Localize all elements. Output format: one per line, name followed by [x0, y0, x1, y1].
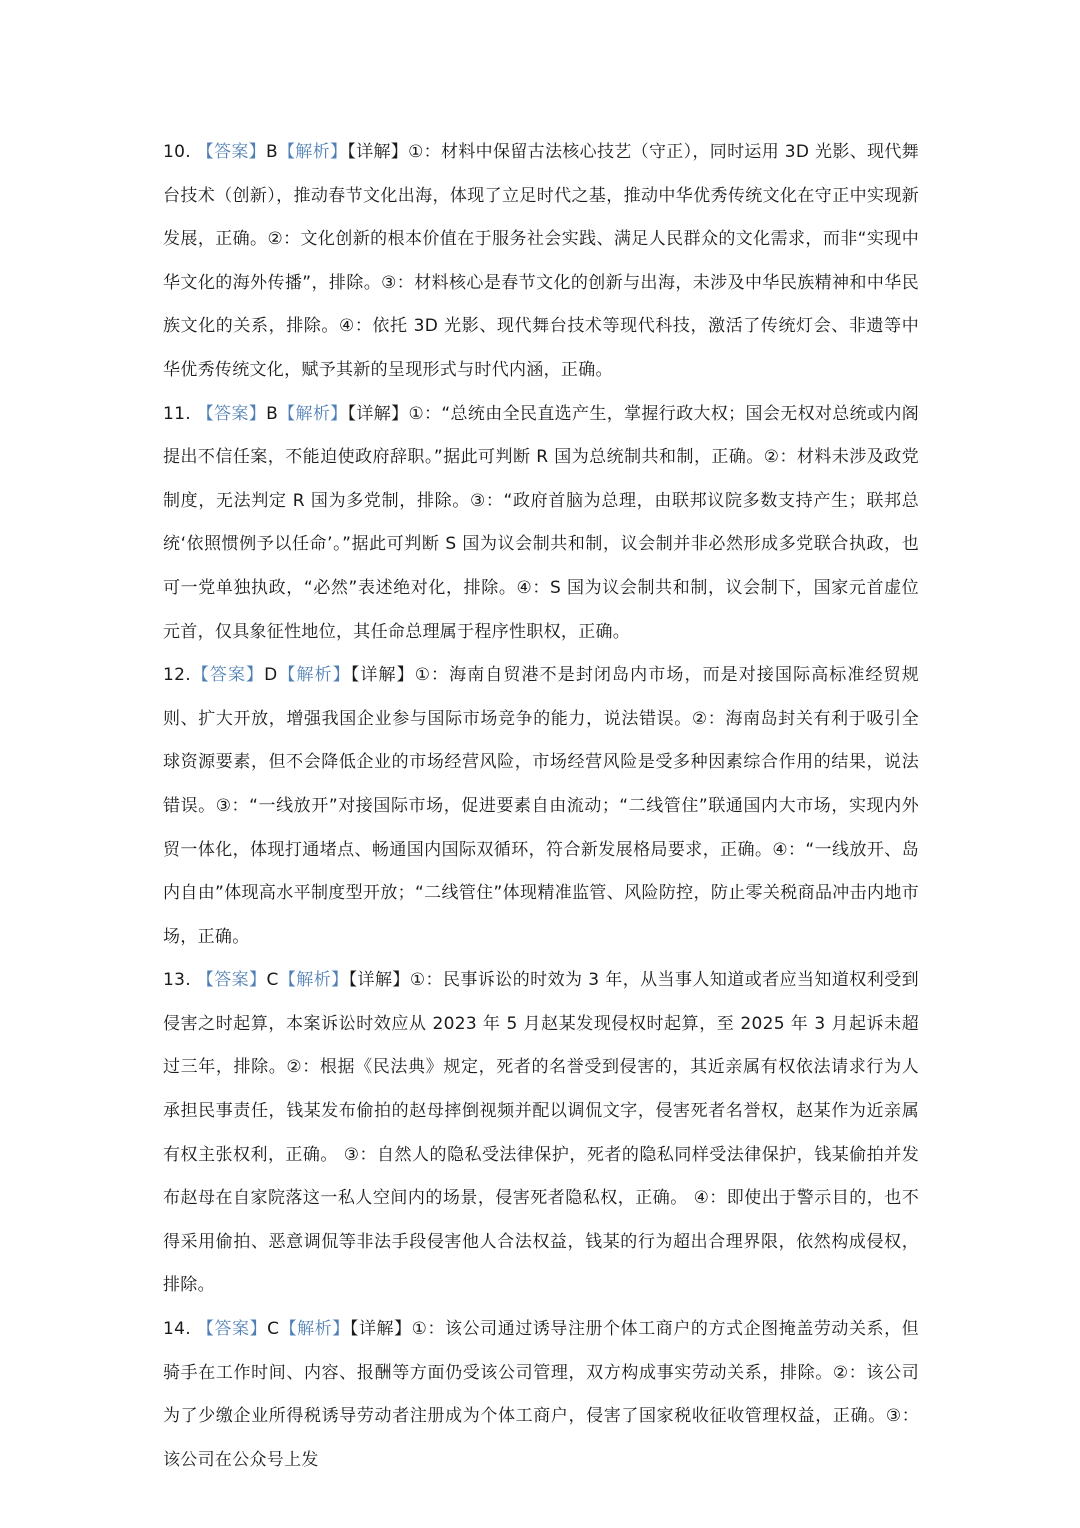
item-number: 14. [163, 1319, 191, 1340]
answer-tag: 【答案】 [190, 665, 265, 686]
answer-tag: 【答案】 [196, 403, 267, 424]
detail-tag: 【详解】 [349, 1319, 412, 1340]
answer-item-13 [163, 959, 919, 1308]
answer-tag: 【答案】 [196, 1319, 268, 1340]
answer-letter: B [266, 403, 279, 424]
answer-item-11 [163, 393, 919, 655]
answer-item-10 [163, 131, 919, 393]
item-number: 13. [163, 970, 191, 991]
detail-tag: 【详解】 [347, 142, 409, 162]
analysis-tag: 【解析】 [278, 403, 348, 424]
detail-tag: 【详解】 [348, 970, 410, 991]
analysis-tag: 【解析】 [277, 665, 351, 686]
item-text: ①：“总统由全民直选产生，掌握行政大权；国会无权对总统或内阁提出不信任案，不能迫使政府辞职。”据此可判断 R 国为总统制共和制，正确。②：材料未涉及政党制度，无法判定 R 国为多党制，排除。③：“政府首脑为总理，由联邦议院多数支持产生；联邦总统‘依照惯例予以任命’。”据此可判断 S 国为议会制共和制，议会制并非必然形成多党联合执政，也可一党单独执政，“必然”表述绝对化，排除。④：S 国为议会制共和制，议会制下，国家元首虚位元首，仅具象征性地位，其任命总理属于程序性职权，正确。 [163, 403, 919, 642]
analysis-tag: 【解析】 [277, 142, 348, 162]
answer-item-12 [163, 654, 919, 959]
answer-tag: 【答案】 [196, 970, 267, 991]
answer-explanations [163, 131, 919, 1482]
item-text: ①：民事诉讼的时效为 3 年，从当事人知道或者应当知道权利受到侵害之时起算，本案诉讼时效应从 2023 年 5 月赵某发现侵权时起算，至 2025 年 3 月起诉未超过三年，排除。②：根据《民法典》规定，死者的名誉受到侵害的，其近亲属有权依法请求行为人承担民事责任，钱某发布偷拍的赵母摔倒视频并配以调侃文字，侵害死者名誉权，赵某作为近亲属有权主张权利，正确。 ③：自然人的隐私受法律保护，死者的隐私同样受法律保护，钱某偷拍并发布赵母在自家院落这一私人空间内的场景，侵害死者隐私权，正确。 ④：即使出于警示目的，也不得采用偷拍、恶意调侃等非法手段侵害他人合法权益，钱某的行为超出合理界限，依然构成侵权，排除。 [163, 970, 919, 1296]
answer-letter: B [265, 142, 278, 162]
item-number: 10. [163, 142, 191, 162]
answer-letter: D [264, 665, 278, 686]
item-number: 11. [163, 403, 191, 424]
answer-letter: C [266, 970, 279, 991]
analysis-tag: 【解析】 [278, 970, 349, 991]
item-text: ①：材料中保留古法核心技艺（守正），同时运用 3D 光影、现代舞台技术（创新），推动春节文化出海，体现了立足时代之基，推动中华优秀传统文化在守正中实现新发展，正确。②：文化创新的根本价值在于服务社会实践、满足人民群众的文化需求，而非“实现中华文化的海外传播”，排除。③：材料核心是春节文化的创新与出海，未涉及中华民族精神和中华民族文化的关系，排除。④：依托 3D 光影、现代舞台技术等现代科技，激活了传统灯会、非遗等中华优秀传统文化，赋予其新的呈现形式与时代内涵，正确。 [163, 142, 919, 380]
item-text: ①：该公司通过诱导注册个体工商户的方式企图掩盖劳动关系，但骑手在工作时间、内容、报酬等方面仍受该公司管理，双方构成事实劳动关系，排除。②：该公司为了少缴企业所得税诱导劳动者注册成为个体工商户，侵害了国家税收征收管理权益，正确。③：该公司在公众号上发 [163, 1319, 919, 1470]
answer-item-14 [163, 1308, 919, 1482]
answer-tag: 【答案】 [196, 142, 266, 162]
item-text: ①：海南自贸港不是封闭岛内市场，而是对接国际高标准经贸规则、扩大开放，增强我国企业参与国际市场竞争的能力，说法错误。②：海南岛封关有利于吸引全球资源要素，但不会降低企业的市场经营风险，市场经营风险是受多种因素综合作用的结果，说法错误。③：“一线放开”对接国际市场，促进要素自由流动；“二线管住”联通国内大市场，实现内外贸一体化，体现打通堵点、畅通国内国际双循环，符合新发展格局要求，正确。④：“一线放开、岛内自由”体现高水平制度型开放；“二线管住”体现精准监管、风险防控，防止零关税商品冲击内地市场，正确。 [163, 665, 920, 947]
detail-tag: 【详解】 [350, 665, 415, 686]
detail-tag: 【详解】 [347, 403, 409, 424]
item-number: 12. [163, 665, 191, 686]
answer-letter: C [267, 1319, 280, 1340]
analysis-tag: 【解析】 [279, 1319, 350, 1340]
